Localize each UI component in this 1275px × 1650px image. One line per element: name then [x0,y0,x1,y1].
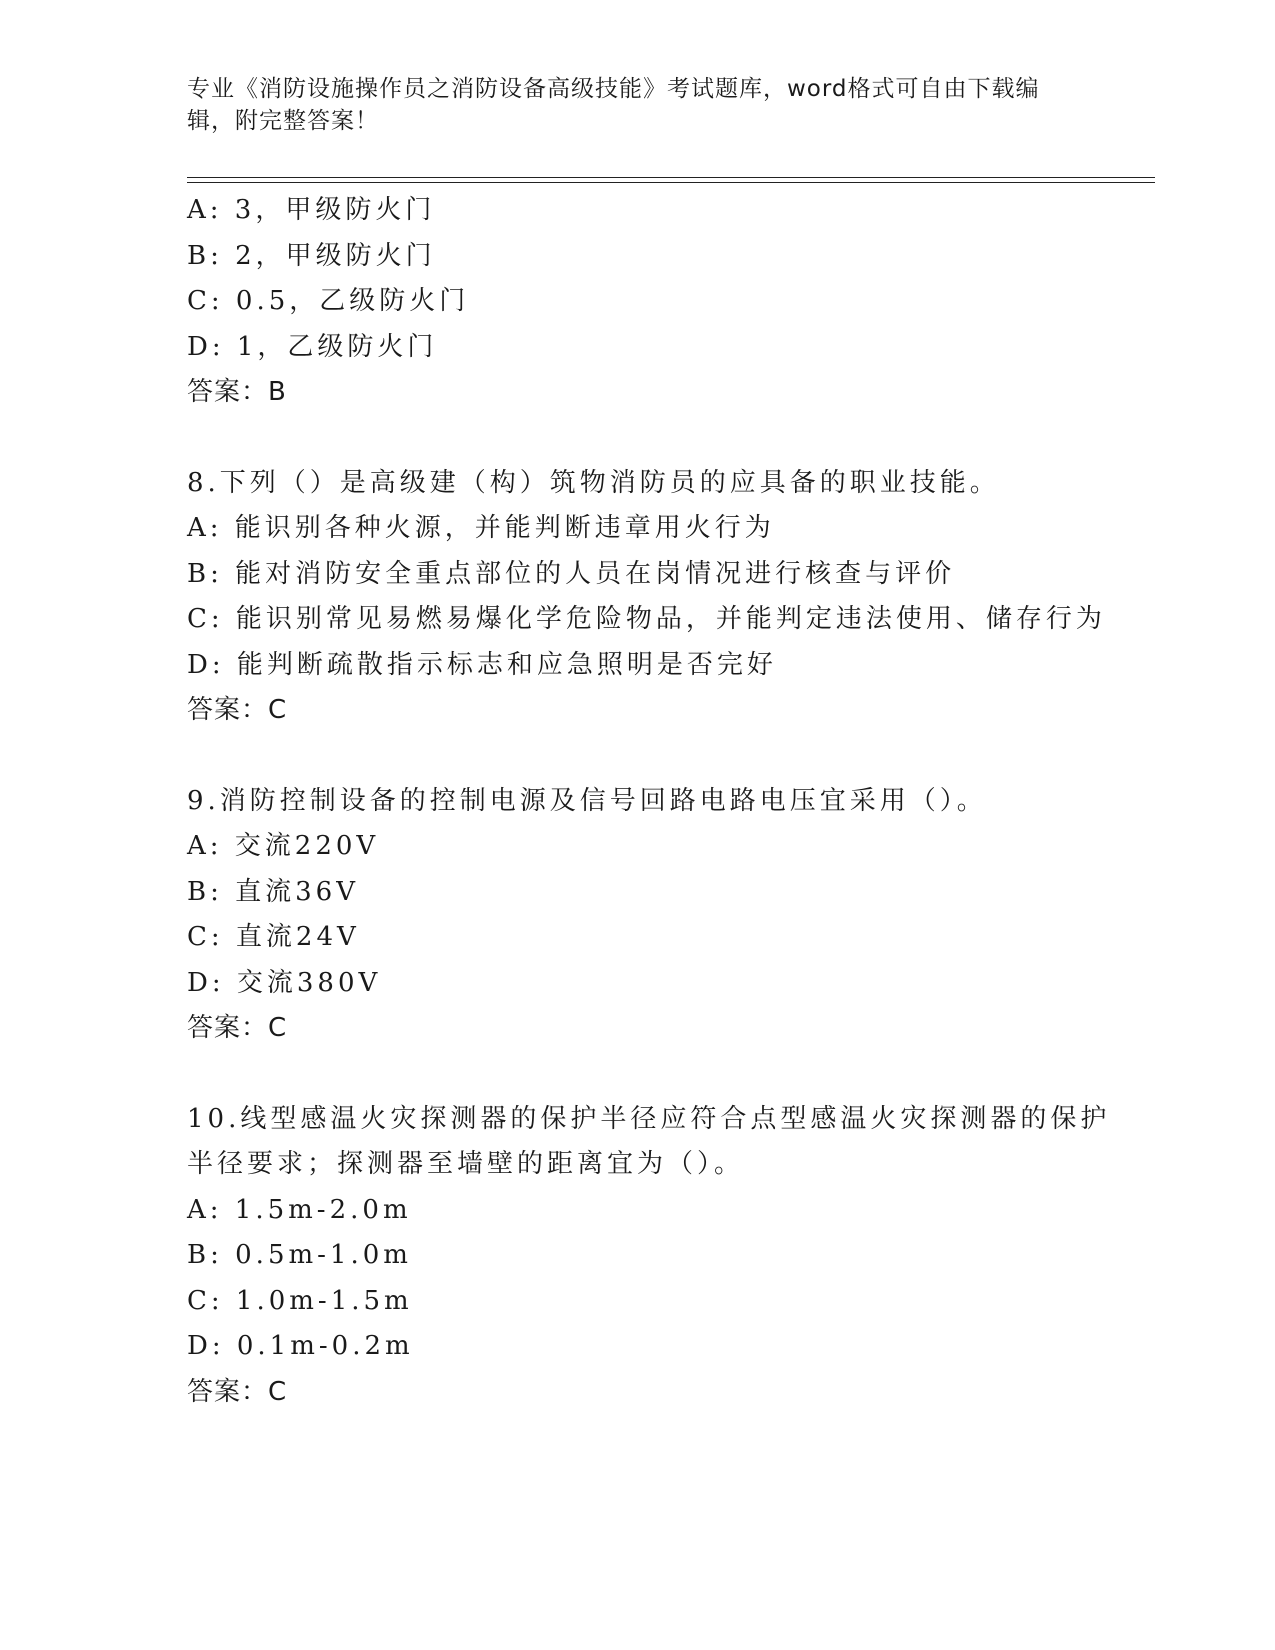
question-8 [187,461,1106,734]
option-d: D: 0.1m-0.2m [187,1331,414,1361]
option-c: C: 1.0m-1.5m [187,1285,413,1316]
header-rule-top [187,177,1155,178]
answer: 答案：C [187,1013,288,1043]
option-d: D: 能判断疏散指示标志和应急照明是否完好 [187,649,777,680]
question-text-line-1: 10.线型感温火灾探测器的保护半径应符合点型感温火灾探测器的保护 [187,1103,1111,1134]
option-a: A: 交流220V [187,831,380,861]
option-c: C: 直流24V [187,922,360,952]
question-10 [187,1097,1111,1416]
answer: 答案：C [187,695,288,725]
question-text: 9.消防控制设备的控制电源及信号回路电路电压宜采用（）。 [187,785,987,816]
question-9 [187,779,1087,1052]
option-b: B: 2，甲级防火门 [187,240,436,271]
answer: 答案：B [187,377,287,407]
option-a: A: 1.5m-2.0m [187,1194,412,1225]
answer: 答案：C [187,1376,288,1407]
option-b: B: 0.5m-1.0m [187,1240,412,1270]
option-c: C: 0.5，乙级防火门 [187,286,470,316]
question-7 [187,188,1087,416]
option-b: B: 能对消防安全重点部位的人员在岗情况进行核查与评价 [187,558,956,589]
question-list [187,188,1111,1415]
option-c: C: 能识别常见易燃易爆化学危险物品，并能判定违法使用、储存行为 [187,604,1106,634]
option-d: D: 交流380V [187,967,382,998]
question-text-line-2: 半径要求；探测器至墙壁的距离宜为（）。 [187,1149,745,1179]
option-a: A: 3，甲级防火门 [187,195,436,225]
document-header [187,73,1067,137]
header-rule-bottom [187,182,1155,183]
header-line-2: 辑，附完整答案！ [187,108,379,134]
option-a: A: 能识别各种火源，并能判断违章用火行为 [187,513,775,543]
option-d: D: 1，乙级防火门 [187,331,438,362]
question-text: 8.下列（）是高级建（构）筑物消防员的应具备的职业技能。 [187,467,1000,498]
header-line-1: 专业《消防设施操作员之消防设备高级技能》考试题库，word格式可自由下载编 [187,76,1040,102]
option-b: B: 直流36V [187,876,359,907]
